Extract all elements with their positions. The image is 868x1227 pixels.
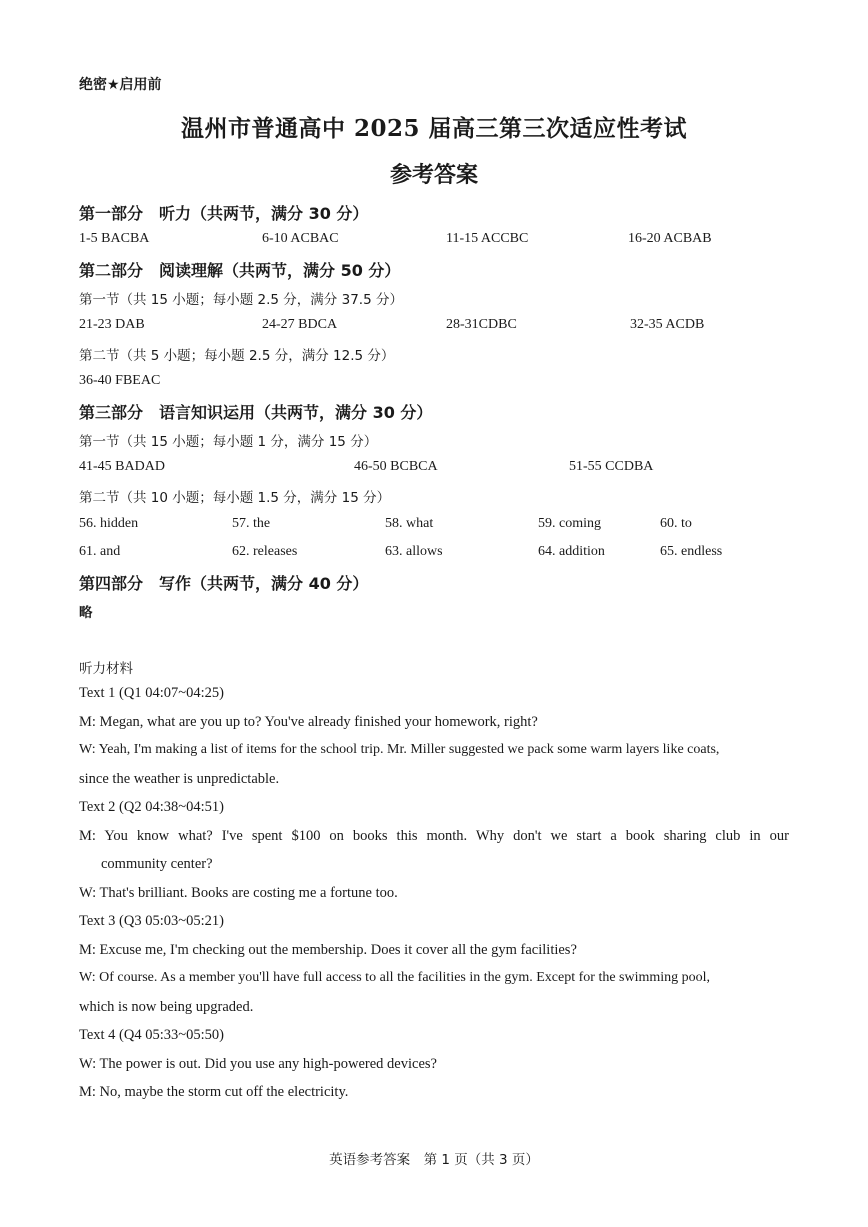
answer-group: 21-23 DAB xyxy=(79,317,145,332)
answer-item: 57. the xyxy=(232,516,271,531)
page-title: 温州市普通高中 2025 届高三第三次适应性考试 xyxy=(180,115,688,142)
answer-group: 46-50 BCBCA xyxy=(354,459,438,474)
part3-heading: 第三部分 语言知识运用（共两节，满分 30 分） xyxy=(79,403,433,422)
part2-section1-heading: 第一节（共 15 小题；每小题 2.5 分，满分 37.5 分） xyxy=(79,292,403,308)
transcript-line: M: You know what? I've spent $100 on books this month. Why don't we start a book sharing club in our xyxy=(79,828,789,844)
answer-item: 60. to xyxy=(660,516,692,531)
transcript-line: since the weather is unpredictable. xyxy=(79,771,280,787)
answer-group: 41-45 BADAD xyxy=(79,459,165,474)
transcript-line: Text 4 (Q4 05:33~05:50) xyxy=(79,1027,224,1043)
answer-item: 65. endless xyxy=(660,544,723,559)
part3-section2-heading: 第二节（共 10 小题；每小题 1.5 分，满分 15 分） xyxy=(79,490,391,506)
page-subtitle: 参考答案 xyxy=(389,163,478,188)
transcript-line: community center? xyxy=(101,856,213,872)
transcript-line: W: That's brilliant. Books are costing me a fortune too. xyxy=(79,885,398,901)
page-footer: 英语参考答案 第 1 页（共 3 页） xyxy=(329,1152,539,1168)
answer-group: 16-20 ACBAB xyxy=(628,231,712,246)
answer-item: 59. coming xyxy=(538,516,601,531)
answer-group: 6-10 ACBAC xyxy=(262,231,339,246)
answer-item: 56. hidden xyxy=(79,516,139,531)
answer-group: 51-55 CCDBA xyxy=(569,459,654,474)
part4-content: 略 xyxy=(79,605,93,621)
part1-heading: 第一部分 听力（共两节，满分 30 分） xyxy=(79,204,369,223)
transcript-line: Text 2 (Q2 04:38~04:51) xyxy=(79,799,224,815)
listening-heading: 听力材料 xyxy=(79,661,133,677)
transcript-line: W: Yeah, I'm making a list of items for the school trip. Mr. Miller suggested we pack some warm layers like coats, xyxy=(79,742,720,757)
transcript-line: M: Excuse me, I'm checking out the membership. Does it cover all the gym facilities? xyxy=(79,942,577,958)
answer-item: 63. allows xyxy=(385,544,443,559)
part3-section1-heading: 第一节（共 15 小题；每小题 1 分，满分 15 分） xyxy=(79,434,378,450)
answer-item: 62. releases xyxy=(232,544,298,559)
answer-group: 36-40 FBEAC xyxy=(79,373,161,388)
answer-item: 61. and xyxy=(79,544,121,559)
answer-group: 32-35 ACDB xyxy=(630,317,705,332)
answer-group: 11-15 ACCBC xyxy=(446,231,529,246)
transcript-line: M: Megan, what are you up to? You've already finished your homework, right? xyxy=(79,714,538,730)
transcript-line: Text 1 (Q1 04:07~04:25) xyxy=(79,685,224,701)
answer-group: 24-27 BDCA xyxy=(262,317,338,332)
answer-group: 28-31CDBC xyxy=(446,317,517,332)
transcript-line: W: Of course. As a member you'll have full access to all the facilities in the gym. Except for the swimming pool, xyxy=(79,970,711,985)
part4-heading: 第四部分 写作（共两节，满分 40 分） xyxy=(79,574,369,593)
transcript-line: Text 3 (Q3 05:03~05:21) xyxy=(79,913,224,929)
answer-item: 58. what xyxy=(385,516,434,531)
answer-group: 1-5 BACBA xyxy=(79,231,150,246)
part2-heading: 第二部分 阅读理解（共两节，满分 50 分） xyxy=(79,261,401,280)
transcript-line: M: No, maybe the storm cut off the electricity. xyxy=(79,1084,349,1100)
transcript-line: W: The power is out. Did you use any high-powered devices? xyxy=(79,1056,437,1072)
answer-item: 64. addition xyxy=(538,544,605,559)
confidential-mark: 绝密★启用前 xyxy=(79,77,162,93)
part2-section2-heading: 第二节（共 5 小题；每小题 2.5 分，满分 12.5 分） xyxy=(79,348,395,364)
transcript-line: which is now being upgraded. xyxy=(79,999,254,1015)
